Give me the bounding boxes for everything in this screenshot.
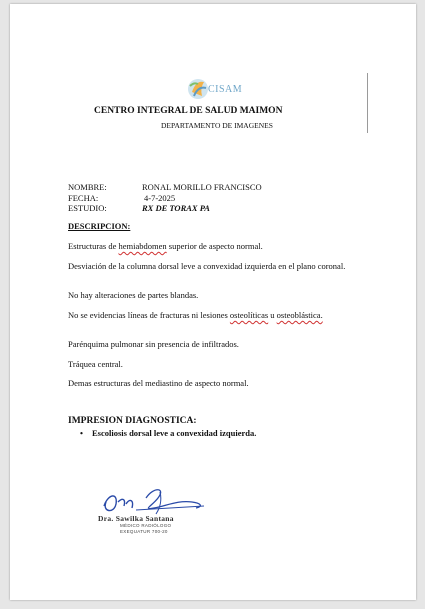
- spellcheck-word: hemiabdomen: [118, 241, 167, 251]
- header-divider: [367, 73, 368, 133]
- estudio-label: ESTUDIO:: [68, 203, 107, 213]
- description-paragraph-4: [68, 310, 370, 320]
- nombre-value: RONAL MORILLO FRANCISCO: [142, 182, 262, 192]
- fecha-row: [68, 193, 262, 204]
- description-title-block: [68, 221, 370, 231]
- estudio-value: RX DE TORAX PA: [142, 203, 210, 213]
- patient-info: [68, 182, 262, 214]
- bullet-icon: •: [80, 428, 83, 438]
- signature-title: MÉDICO RADIÓLOGO: [120, 523, 172, 528]
- nombre-label: NOMBRE:: [68, 182, 107, 192]
- paragraph-text: Estructuras de: [68, 241, 119, 251]
- description-paragraph-1: [68, 241, 370, 251]
- description-title: DESCRIPCION:: [68, 221, 131, 231]
- nombre-row: [68, 182, 262, 193]
- description-paragraph-7: [68, 378, 370, 388]
- impression-title: IMPRESION DIAGNOSTICA:: [68, 416, 197, 426]
- signature-name: Dra. Sawilka Santana: [98, 514, 174, 523]
- department-name: DEPARTAMENTO DE IMAGENES: [161, 121, 273, 130]
- signature-exequatur: EXEQUATUR 700-20: [120, 528, 168, 534]
- spellcheck-word: osteolíticas: [229, 310, 269, 320]
- description-paragraph-6: [68, 359, 370, 369]
- impression-list: [80, 428, 256, 438]
- paragraph-text: No se evidencias líneas de fracturas ni lesiones: [68, 310, 230, 320]
- signature-details: [120, 523, 171, 534]
- logo-text: CISAM: [208, 84, 243, 95]
- paragraph-text: Parénquima pulmonar sin presencia de infiltrados.: [68, 339, 239, 349]
- organization-name: CENTRO INTEGRAL DE SALUD MAIMON: [94, 106, 283, 116]
- paragraph-text: No hay alteraciones de partes blandas.: [68, 290, 199, 300]
- description-paragraph-2: [68, 261, 370, 271]
- estudio-row: [68, 203, 262, 214]
- description-paragraph-3: [68, 290, 370, 300]
- impression-item: [80, 428, 256, 438]
- impression-item-text: Escoliosis dorsal leve a convexidad izquierda.: [92, 428, 257, 438]
- paragraph-text: superior de aspecto normal.: [166, 241, 263, 251]
- paragraph-text: u: [268, 310, 277, 320]
- description-paragraph-5: [68, 339, 370, 349]
- spellcheck-word: osteoblástica.: [276, 310, 323, 320]
- paragraph-text: Demas estructuras del mediastino de aspecto normal.: [68, 378, 249, 388]
- document-page: [10, 4, 416, 600]
- paragraph-text: Desviación de la columna dorsal leve a convexidad izquierda en el plano coronal.: [68, 261, 346, 271]
- fecha-label: FECHA:: [68, 192, 99, 203]
- paragraph-text: Tráquea central.: [68, 359, 123, 369]
- fecha-value: 4-7-2025: [144, 192, 176, 203]
